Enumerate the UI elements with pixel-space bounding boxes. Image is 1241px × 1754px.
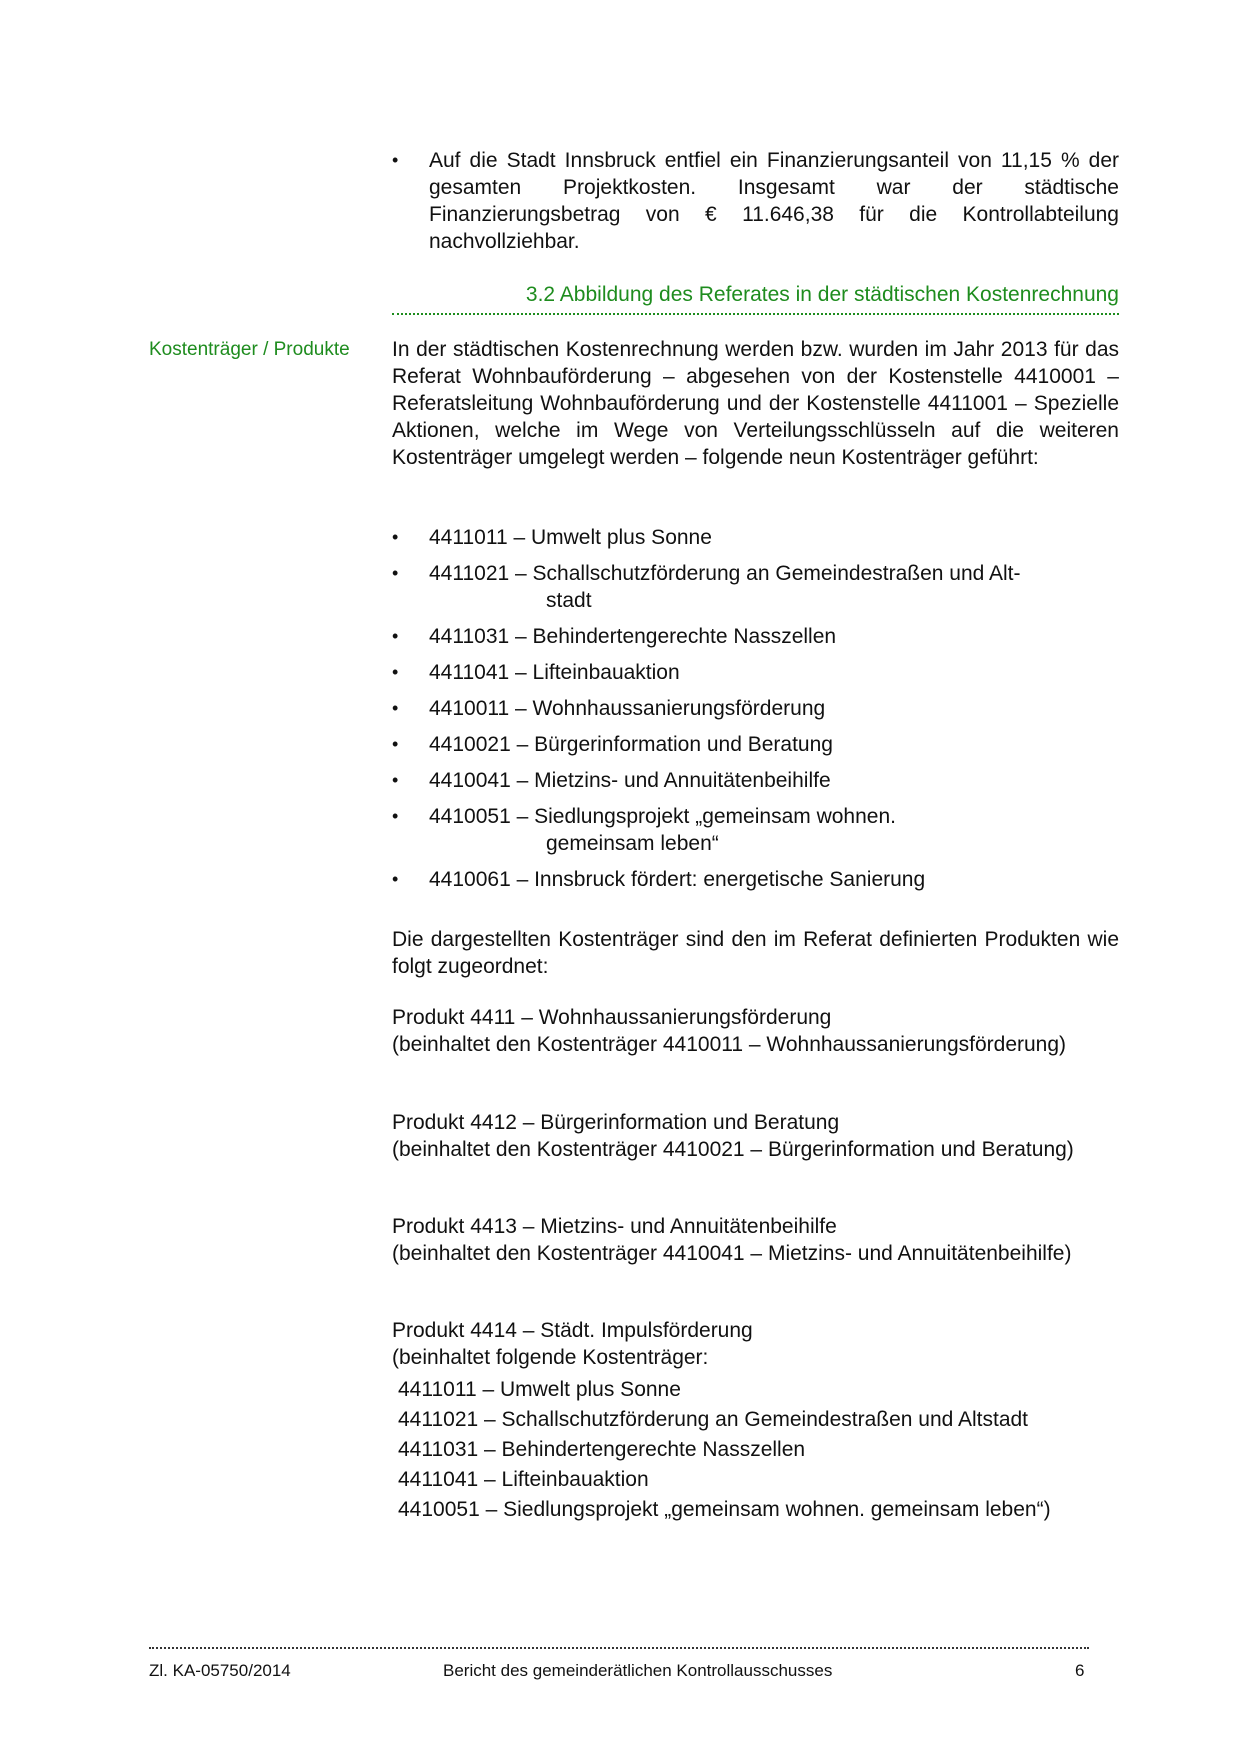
product-detail: (beinhaltet den Kostenträger 4410041 – Mietzins- und Annuitätenbeihilfe) [392, 1242, 1072, 1265]
list-item: • 4410051 – Siedlungsprojekt „gemeinsam wohnen. gemeinsam leben“ [392, 803, 1119, 857]
list-item: • 4411031 – Behindertengerechte Nasszellen [392, 623, 1119, 650]
list-item: 4411041 – Lifteinbauaktion [398, 1468, 649, 1491]
list-item: 4411031 – Behindertengerechte Nasszellen [398, 1438, 806, 1461]
product-block [392, 1004, 1119, 1058]
product-title: Produkt 4412 – Bürgerinformation und Beratung [392, 1111, 840, 1134]
cost-bearer-list [392, 524, 1119, 902]
list-item: • 4410021 – Bürgerinformation und Beratung [392, 731, 1119, 758]
product-block [392, 1109, 1119, 1163]
intro-bullet-item: • Auf die Stadt Innsbruck entfiel ein Finanzierungsanteil von 11,15 % der gesamten Projektkosten. Insgesamt war der städtische Finanzierungsbetrag von € 11.646,38 für die Kontrollabteilung nachvollziehbar. [392, 147, 1119, 255]
footer-divider [149, 1647, 1089, 1649]
footer-reference: Zl. KA-05750/2014 [149, 1661, 291, 1680]
products-intro: Die dargestellten Kostenträger sind den im Referat definierten Produkten wie folgt zugeordnet: [392, 928, 1119, 978]
list-item: • 4411021 – Schallschutzförderung an Gemeindestraßen und Alt- stadt [392, 560, 1119, 614]
product-block [392, 1317, 1119, 1525]
intro-block [392, 147, 1119, 255]
page-number: 6 [1075, 1661, 1085, 1680]
product-detail: (beinhaltet den Kostenträger 4410021 – Bürgerinformation und Beratung) [392, 1138, 1074, 1161]
intro-bullet-list [392, 147, 1119, 255]
list-item: 4411021 – Schallschutzförderung an Gemeindestraßen und Altstadt [398, 1408, 1029, 1431]
footer-title: Bericht des gemeinderätlichen Kontrollausschusses [443, 1661, 833, 1680]
list-item: • 4410061 – Innsbruck fördert: energetische Sanierung [392, 866, 1119, 893]
product-title: Produkt 4411 – Wohnhaussanierungsförderung [392, 1006, 832, 1029]
list-item: 4411011 – Umwelt plus Sonne [398, 1378, 681, 1401]
side-label: Kostenträger / Produkte [149, 339, 350, 360]
list-item: • 4410041 – Mietzins- und Annuitätenbeihilfe [392, 767, 1119, 794]
list-item: 4410051 – Siedlungsprojekt „gemeinsam wohnen. gemeinsam leben“) [398, 1498, 1051, 1521]
list-item: • 4411041 – Lifteinbauaktion [392, 659, 1119, 686]
section-heading: 3.2 Abbildung des Referates in der städtischen Kostenrechnung [392, 280, 1119, 315]
product-title: Produkt 4414 – Städt. Impulsförderung [392, 1319, 753, 1342]
product-block [392, 1213, 1119, 1267]
product-title: Produkt 4413 – Mietzins- und Annuitätenbeihilfe [392, 1215, 837, 1238]
main-paragraph: In der städtischen Kostenrechnung werden bzw. wurden im Jahr 2013 für das Referat Wohnbauförderung – abgesehen von der Kostenstelle 4410001 – Referatsleitung Wohnbauförderung und der Kostenstelle 4411001 – Spezielle Aktionen, welche im Wege von Verteilungsschlüsseln auf die weiteren Kostenträger umgelegt werden – folgende neun Kostenträger geführt: [392, 338, 1119, 469]
product-detail: (beinhaltet folgende Kostenträger: [392, 1346, 709, 1369]
list-item: • 4410011 – Wohnhaussanierungsförderung [392, 695, 1119, 722]
product-4414-items [392, 1375, 1119, 1525]
product-detail: (beinhaltet den Kostenträger 4410011 – Wohnhaussanierungsförderung) [392, 1033, 1067, 1056]
list-item: • 4411011 – Umwelt plus Sonne [392, 524, 1119, 551]
